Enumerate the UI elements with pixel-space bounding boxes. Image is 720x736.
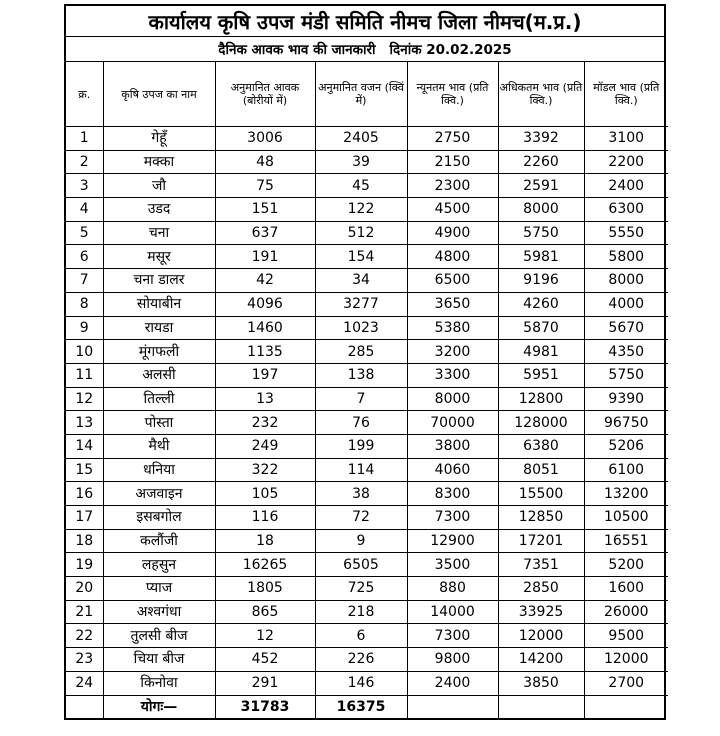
max-price-cell: 5750 bbox=[498, 221, 584, 245]
serial-cell: 10 bbox=[66, 340, 103, 364]
weight-cell: 72 bbox=[315, 506, 407, 530]
table-header-row bbox=[66, 62, 668, 127]
table-body bbox=[66, 127, 668, 696]
max-price-cell: 3850 bbox=[498, 671, 584, 695]
arrival-cell: 116 bbox=[215, 506, 315, 530]
serial-cell: 8 bbox=[66, 292, 103, 316]
total-empty-cell bbox=[407, 695, 498, 718]
min-price-cell: 12900 bbox=[407, 529, 498, 553]
crop-name-cell: अश्वगंधा bbox=[103, 600, 215, 624]
arrival-cell: 151 bbox=[215, 198, 315, 222]
serial-cell: 13 bbox=[66, 411, 103, 435]
serial-cell: 3 bbox=[66, 174, 103, 198]
max-price-cell: 3392 bbox=[498, 127, 584, 151]
model-price-cell: 4000 bbox=[584, 292, 668, 316]
arrival-cell: 191 bbox=[215, 245, 315, 269]
max-price-cell: 8051 bbox=[498, 458, 584, 482]
max-price-cell: 17201 bbox=[498, 529, 584, 553]
max-price-cell: 9196 bbox=[498, 269, 584, 293]
arrival-cell: 1460 bbox=[215, 316, 315, 340]
min-price-cell: 8000 bbox=[407, 387, 498, 411]
min-price-cell: 3650 bbox=[407, 292, 498, 316]
min-price-cell: 4500 bbox=[407, 198, 498, 222]
table-row bbox=[66, 245, 668, 269]
crop-name-cell: मूंगफली bbox=[103, 340, 215, 364]
weight-cell: 226 bbox=[315, 648, 407, 672]
max-price-cell: 7351 bbox=[498, 553, 584, 577]
weight-cell: 138 bbox=[315, 363, 407, 387]
crop-name-cell: लहसुन bbox=[103, 553, 215, 577]
min-price-cell: 6500 bbox=[407, 269, 498, 293]
min-price-cell: 14000 bbox=[407, 600, 498, 624]
weight-cell: 39 bbox=[315, 150, 407, 174]
col-estimated-weight: अनुमानित वजन (क्विं में) bbox=[315, 62, 407, 127]
col-estimated-arrival: अनुमानित आवक (बोरीयों में) bbox=[215, 62, 315, 127]
min-price-cell: 4800 bbox=[407, 245, 498, 269]
serial-cell: 16 bbox=[66, 482, 103, 506]
max-price-cell: 15500 bbox=[498, 482, 584, 506]
min-price-cell: 3800 bbox=[407, 434, 498, 458]
arrival-cell: 18 bbox=[215, 529, 315, 553]
report-heading: दैनिक आवक भाव की जानकारी bbox=[218, 42, 376, 58]
arrival-cell: 1135 bbox=[215, 340, 315, 364]
table-row bbox=[66, 482, 668, 506]
crop-name-cell: गेहूँ bbox=[103, 127, 215, 151]
model-price-cell: 5800 bbox=[584, 245, 668, 269]
crop-name-cell: रायडा bbox=[103, 316, 215, 340]
model-price-cell: 5200 bbox=[584, 553, 668, 577]
table-row bbox=[66, 150, 668, 174]
table-row bbox=[66, 529, 668, 553]
total-label: योगः— bbox=[103, 695, 215, 718]
table-row bbox=[66, 506, 668, 530]
min-price-cell: 2750 bbox=[407, 127, 498, 151]
weight-cell: 725 bbox=[315, 577, 407, 601]
arrival-cell: 452 bbox=[215, 648, 315, 672]
min-price-cell: 3300 bbox=[407, 363, 498, 387]
serial-cell: 22 bbox=[66, 624, 103, 648]
mandi-rate-sheet bbox=[64, 4, 666, 720]
model-price-cell: 13200 bbox=[584, 482, 668, 506]
min-price-cell: 7300 bbox=[407, 624, 498, 648]
serial-cell: 24 bbox=[66, 671, 103, 695]
max-price-cell: 4260 bbox=[498, 292, 584, 316]
arrival-cell: 48 bbox=[215, 150, 315, 174]
max-price-cell: 12800 bbox=[498, 387, 584, 411]
model-price-cell: 2200 bbox=[584, 150, 668, 174]
crop-name-cell: तुलसी बीज bbox=[103, 624, 215, 648]
table-row bbox=[66, 316, 668, 340]
max-price-cell: 12000 bbox=[498, 624, 584, 648]
arrival-cell: 637 bbox=[215, 221, 315, 245]
report-subtitle bbox=[66, 37, 664, 62]
crop-name-cell: सोयाबीन bbox=[103, 292, 215, 316]
max-price-cell: 8000 bbox=[498, 198, 584, 222]
max-price-cell: 4981 bbox=[498, 340, 584, 364]
model-price-cell: 9500 bbox=[584, 624, 668, 648]
total-empty-cell bbox=[584, 695, 668, 718]
crop-name-cell: कलौंजी bbox=[103, 529, 215, 553]
weight-cell: 122 bbox=[315, 198, 407, 222]
col-min-price: न्यूनतम भाव (प्रति क्वि.) bbox=[407, 62, 498, 127]
table-row bbox=[66, 411, 668, 435]
table-row bbox=[66, 127, 668, 151]
serial-cell: 7 bbox=[66, 269, 103, 293]
arrival-cell: 12 bbox=[215, 624, 315, 648]
serial-cell: 5 bbox=[66, 221, 103, 245]
model-price-cell: 2700 bbox=[584, 671, 668, 695]
weight-cell: 9 bbox=[315, 529, 407, 553]
max-price-cell: 128000 bbox=[498, 411, 584, 435]
model-price-cell: 5206 bbox=[584, 434, 668, 458]
table-row bbox=[66, 198, 668, 222]
arrival-cell: 322 bbox=[215, 458, 315, 482]
total-empty-cell bbox=[498, 695, 584, 718]
serial-cell: 14 bbox=[66, 434, 103, 458]
min-price-cell: 4900 bbox=[407, 221, 498, 245]
crop-name-cell: उडद bbox=[103, 198, 215, 222]
col-max-price: अधिकतम भाव (प्रति क्वि.) bbox=[498, 62, 584, 127]
arrival-cell: 865 bbox=[215, 600, 315, 624]
serial-cell: 15 bbox=[66, 458, 103, 482]
table-row bbox=[66, 577, 668, 601]
arrival-cell: 75 bbox=[215, 174, 315, 198]
max-price-cell: 2591 bbox=[498, 174, 584, 198]
arrival-rate-table bbox=[66, 62, 668, 718]
arrival-cell: 42 bbox=[215, 269, 315, 293]
table-row bbox=[66, 600, 668, 624]
office-title: कार्यालय कृषि उपज मंडी समिति नीमच जिला नीमच(म.प्र.) bbox=[66, 6, 664, 37]
col-crop-name: कृषि उपज का नाम bbox=[103, 62, 215, 127]
arrival-cell: 232 bbox=[215, 411, 315, 435]
min-price-cell: 5380 bbox=[407, 316, 498, 340]
serial-cell: 12 bbox=[66, 387, 103, 411]
serial-cell: 4 bbox=[66, 198, 103, 222]
weight-cell: 38 bbox=[315, 482, 407, 506]
model-price-cell: 16551 bbox=[584, 529, 668, 553]
weight-cell: 6 bbox=[315, 624, 407, 648]
model-price-cell: 8000 bbox=[584, 269, 668, 293]
model-price-cell: 5750 bbox=[584, 363, 668, 387]
serial-cell: 9 bbox=[66, 316, 103, 340]
crop-name-cell: इसबगोल bbox=[103, 506, 215, 530]
min-price-cell: 3500 bbox=[407, 553, 498, 577]
min-price-cell: 8300 bbox=[407, 482, 498, 506]
arrival-cell: 16265 bbox=[215, 553, 315, 577]
serial-cell: 18 bbox=[66, 529, 103, 553]
weight-cell: 3277 bbox=[315, 292, 407, 316]
max-price-cell: 6380 bbox=[498, 434, 584, 458]
crop-name-cell: प्याज bbox=[103, 577, 215, 601]
table-row bbox=[66, 292, 668, 316]
min-price-cell: 3200 bbox=[407, 340, 498, 364]
max-price-cell: 2850 bbox=[498, 577, 584, 601]
model-price-cell: 1600 bbox=[584, 577, 668, 601]
total-weight: 16375 bbox=[315, 695, 407, 718]
table-row bbox=[66, 434, 668, 458]
weight-cell: 512 bbox=[315, 221, 407, 245]
arrival-cell: 13 bbox=[215, 387, 315, 411]
max-price-cell: 2260 bbox=[498, 150, 584, 174]
arrival-cell: 3006 bbox=[215, 127, 315, 151]
crop-name-cell: अजवाइन bbox=[103, 482, 215, 506]
min-price-cell: 2400 bbox=[407, 671, 498, 695]
min-price-cell: 2150 bbox=[407, 150, 498, 174]
crop-name-cell: तिल्ली bbox=[103, 387, 215, 411]
weight-cell: 76 bbox=[315, 411, 407, 435]
model-price-cell: 96750 bbox=[584, 411, 668, 435]
arrival-cell: 197 bbox=[215, 363, 315, 387]
serial-cell: 20 bbox=[66, 577, 103, 601]
col-model-price: मॉडल भाव (प्रति क्वि.) bbox=[584, 62, 668, 127]
total-serial-cell bbox=[66, 695, 103, 718]
min-price-cell: 7300 bbox=[407, 506, 498, 530]
min-price-cell: 880 bbox=[407, 577, 498, 601]
weight-cell: 45 bbox=[315, 174, 407, 198]
arrival-cell: 291 bbox=[215, 671, 315, 695]
report-date: दिनांक 20.02.2025 bbox=[389, 42, 512, 58]
serial-cell: 6 bbox=[66, 245, 103, 269]
table-row bbox=[66, 174, 668, 198]
table-row bbox=[66, 340, 668, 364]
crop-name-cell: चना डालर bbox=[103, 269, 215, 293]
weight-cell: 199 bbox=[315, 434, 407, 458]
model-price-cell: 12000 bbox=[584, 648, 668, 672]
model-price-cell: 2400 bbox=[584, 174, 668, 198]
weight-cell: 34 bbox=[315, 269, 407, 293]
max-price-cell: 5870 bbox=[498, 316, 584, 340]
crop-name-cell: मैथी bbox=[103, 434, 215, 458]
crop-name-cell: जौ bbox=[103, 174, 215, 198]
crop-name-cell: पोस्ता bbox=[103, 411, 215, 435]
arrival-cell: 105 bbox=[215, 482, 315, 506]
weight-cell: 146 bbox=[315, 671, 407, 695]
model-price-cell: 5670 bbox=[584, 316, 668, 340]
arrival-cell: 249 bbox=[215, 434, 315, 458]
model-price-cell: 26000 bbox=[584, 600, 668, 624]
min-price-cell: 9800 bbox=[407, 648, 498, 672]
weight-cell: 2405 bbox=[315, 127, 407, 151]
table-row bbox=[66, 553, 668, 577]
serial-cell: 19 bbox=[66, 553, 103, 577]
serial-cell: 21 bbox=[66, 600, 103, 624]
arrival-cell: 4096 bbox=[215, 292, 315, 316]
min-price-cell: 70000 bbox=[407, 411, 498, 435]
table-row bbox=[66, 458, 668, 482]
crop-name-cell: चना bbox=[103, 221, 215, 245]
total-arrival: 31783 bbox=[215, 695, 315, 718]
crop-name-cell: अलसी bbox=[103, 363, 215, 387]
serial-cell: 2 bbox=[66, 150, 103, 174]
weight-cell: 218 bbox=[315, 600, 407, 624]
total-row bbox=[66, 695, 668, 718]
crop-name-cell: चिया बीज bbox=[103, 648, 215, 672]
max-price-cell: 5951 bbox=[498, 363, 584, 387]
weight-cell: 154 bbox=[315, 245, 407, 269]
weight-cell: 7 bbox=[315, 387, 407, 411]
model-price-cell: 5550 bbox=[584, 221, 668, 245]
arrival-cell: 1805 bbox=[215, 577, 315, 601]
table-row bbox=[66, 387, 668, 411]
weight-cell: 285 bbox=[315, 340, 407, 364]
serial-cell: 11 bbox=[66, 363, 103, 387]
model-price-cell: 3100 bbox=[584, 127, 668, 151]
serial-cell: 17 bbox=[66, 506, 103, 530]
max-price-cell: 33925 bbox=[498, 600, 584, 624]
min-price-cell: 4060 bbox=[407, 458, 498, 482]
table-row bbox=[66, 363, 668, 387]
crop-name-cell: मसूर bbox=[103, 245, 215, 269]
crop-name-cell: मक्का bbox=[103, 150, 215, 174]
max-price-cell: 14200 bbox=[498, 648, 584, 672]
weight-cell: 6505 bbox=[315, 553, 407, 577]
max-price-cell: 5981 bbox=[498, 245, 584, 269]
col-serial: क्र. bbox=[66, 62, 103, 127]
model-price-cell: 4350 bbox=[584, 340, 668, 364]
crop-name-cell: धनिया bbox=[103, 458, 215, 482]
table-row bbox=[66, 624, 668, 648]
table-row bbox=[66, 221, 668, 245]
table-row bbox=[66, 269, 668, 293]
crop-name-cell: किनोवा bbox=[103, 671, 215, 695]
table-row bbox=[66, 648, 668, 672]
model-price-cell: 9390 bbox=[584, 387, 668, 411]
weight-cell: 114 bbox=[315, 458, 407, 482]
weight-cell: 1023 bbox=[315, 316, 407, 340]
model-price-cell: 6100 bbox=[584, 458, 668, 482]
serial-cell: 23 bbox=[66, 648, 103, 672]
min-price-cell: 2300 bbox=[407, 174, 498, 198]
model-price-cell: 6300 bbox=[584, 198, 668, 222]
table-row bbox=[66, 671, 668, 695]
serial-cell: 1 bbox=[66, 127, 103, 151]
model-price-cell: 10500 bbox=[584, 506, 668, 530]
max-price-cell: 12850 bbox=[498, 506, 584, 530]
